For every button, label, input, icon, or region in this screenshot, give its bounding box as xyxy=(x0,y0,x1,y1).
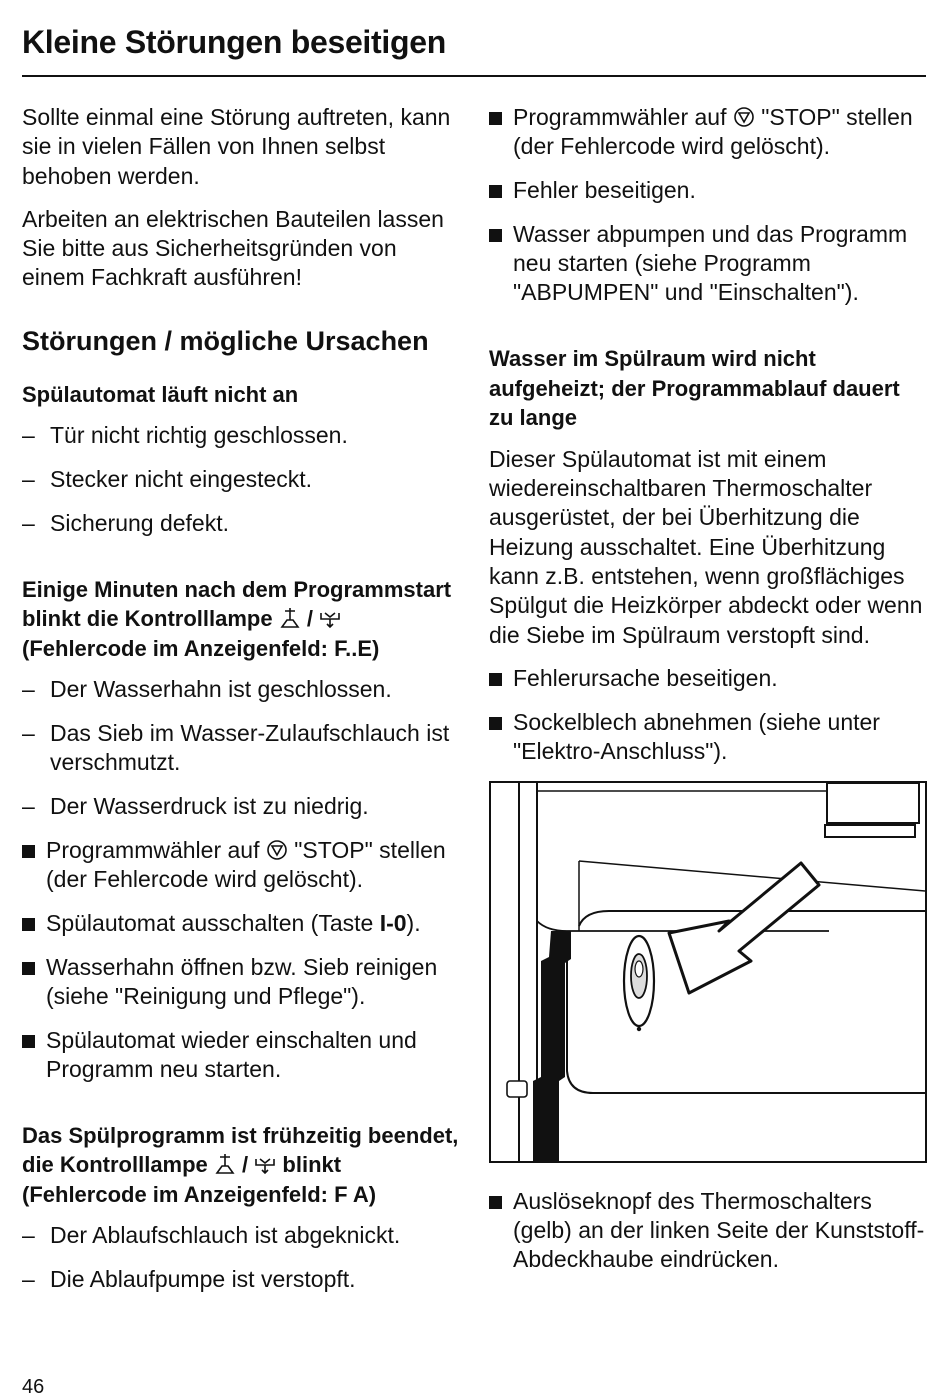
left-column xyxy=(22,103,462,1309)
list-item: – Das Sieb im Wasser-Zulaufschlauch ist verschmutzt. xyxy=(22,719,450,776)
square-bullet xyxy=(489,112,502,125)
step-item: Programmwähler auf "STOP" stellen (der Fehlercode wird gelöscht). xyxy=(489,103,929,162)
water-tap-icon xyxy=(214,1153,236,1175)
block4-text: Dieser Spülautomat ist mit einem wiedereinschaltbaren Thermoschalter ausgerüstet, der bei Überhitzung die Heizung ausschaltet. Eine Überhitzung kann z.B. entstehen, wenn großflächiges Spülgut die Heizkörper abdeckt oder wenn die Siebe im Spülraum verstopft sind. xyxy=(489,445,923,648)
list-item: – Der Wasserdruck ist zu niedrig. xyxy=(22,792,462,821)
page-title: Kleine Störungen beseitigen xyxy=(22,24,446,60)
square-bullet xyxy=(22,845,35,858)
square-bullet xyxy=(22,918,35,931)
step-item: Wasser abpumpen und das Programm neu starten (siehe Programm "ABPUMPEN" und "Einschalten"). xyxy=(489,220,929,308)
block2-steps xyxy=(22,836,462,1085)
right-steps-top xyxy=(489,103,929,308)
square-bullet xyxy=(489,185,502,198)
square-bullet xyxy=(22,1035,35,1048)
list-item: – Der Wasserhahn ist geschlossen. xyxy=(22,675,462,704)
square-bullet xyxy=(22,962,35,975)
page-number: 46 xyxy=(22,1376,45,1398)
list-item: – Die Ablaufpumpe ist verstopft. xyxy=(22,1265,462,1294)
block2-heading: Einige Minuten nach dem Programmstart blinkt die Kontrolllampe / (Fehlercode im Anzeigenfeld: F..E) xyxy=(22,576,452,661)
block1-list xyxy=(22,421,462,538)
list-item: – Der Ablaufschlauch ist abgeknickt. xyxy=(22,1221,462,1250)
dash-marker: – xyxy=(22,422,35,449)
block3-list xyxy=(22,1221,462,1294)
block4-heading: Wasser im Spülraum wird nicht aufgeheizt; der Programmablauf dauert zu lange xyxy=(489,346,900,431)
dash-marker: – xyxy=(22,466,35,493)
square-bullet xyxy=(489,229,502,242)
list-item: – Tür nicht richtig geschlossen. xyxy=(22,421,462,450)
block4-steps xyxy=(489,664,929,766)
block3-heading: Das Spülprogramm ist frühzeitig beendet, die Kontrolllampe / blinkt (Fehlercode im Anzeigenfeld: F A) xyxy=(22,1122,459,1207)
right-column xyxy=(489,103,929,1289)
stop-symbol-icon xyxy=(266,839,288,861)
block2-list xyxy=(22,675,462,821)
title-rule xyxy=(22,75,926,77)
section-title: Störungen / mögliche Ursachen xyxy=(22,325,429,356)
drain-icon xyxy=(319,607,341,629)
intro-paragraph-1: Sollte einmal eine Störung auftreten, kann sie in vielen Fällen von Ihnen selbst behoben werden. xyxy=(22,104,451,189)
step-item: Spülautomat wieder einschalten und Programm neu starten. xyxy=(22,1026,462,1085)
dash-marker: – xyxy=(22,676,35,703)
drain-icon xyxy=(254,1153,276,1175)
dash-marker: – xyxy=(22,509,35,536)
list-item: – Sicherung defekt. xyxy=(22,509,462,538)
water-tap-icon xyxy=(279,607,301,629)
square-bullet xyxy=(489,717,502,730)
step-item: Wasserhahn öffnen bzw. Sieb reinigen (siehe "Reinigung und Pflege"). xyxy=(22,953,462,1012)
dash-marker: – xyxy=(22,719,35,746)
block1-heading: Spülautomat läuft nicht an xyxy=(22,381,299,407)
step-item: Auslöseknopf des Thermoschalters (gelb) an der linken Seite der Kunststoff-Abdeckhaube eindrücken. xyxy=(489,1187,929,1275)
step-item: Spülautomat ausschalten (Taste I-0). xyxy=(22,909,462,938)
intro-paragraph-2: Arbeiten an elektrischen Bauteilen lassen Sie bitte aus Sicherheitsgründen von einem Fachkraft ausführen! xyxy=(22,205,444,291)
square-bullet xyxy=(489,673,502,686)
square-bullet xyxy=(489,1196,502,1209)
dash-marker: – xyxy=(22,793,35,820)
step-item: Sockelblech abnehmen (siehe unter "Elektro-Anschluss"). xyxy=(489,708,929,767)
list-item: – Stecker nicht eingesteckt. xyxy=(22,465,462,494)
thermoswitch-illustration xyxy=(489,781,927,1163)
dash-marker: – xyxy=(22,1222,35,1249)
dash-marker: – xyxy=(22,1266,35,1293)
block4-after-figure xyxy=(489,1187,929,1275)
step-item: Programmwähler auf "STOP" stellen (der Fehlercode wird gelöscht). xyxy=(22,836,462,895)
stop-symbol-icon xyxy=(733,106,755,128)
step-item: Fehler beseitigen. xyxy=(489,176,929,205)
step-item: Fehlerursache beseitigen. xyxy=(489,664,929,693)
